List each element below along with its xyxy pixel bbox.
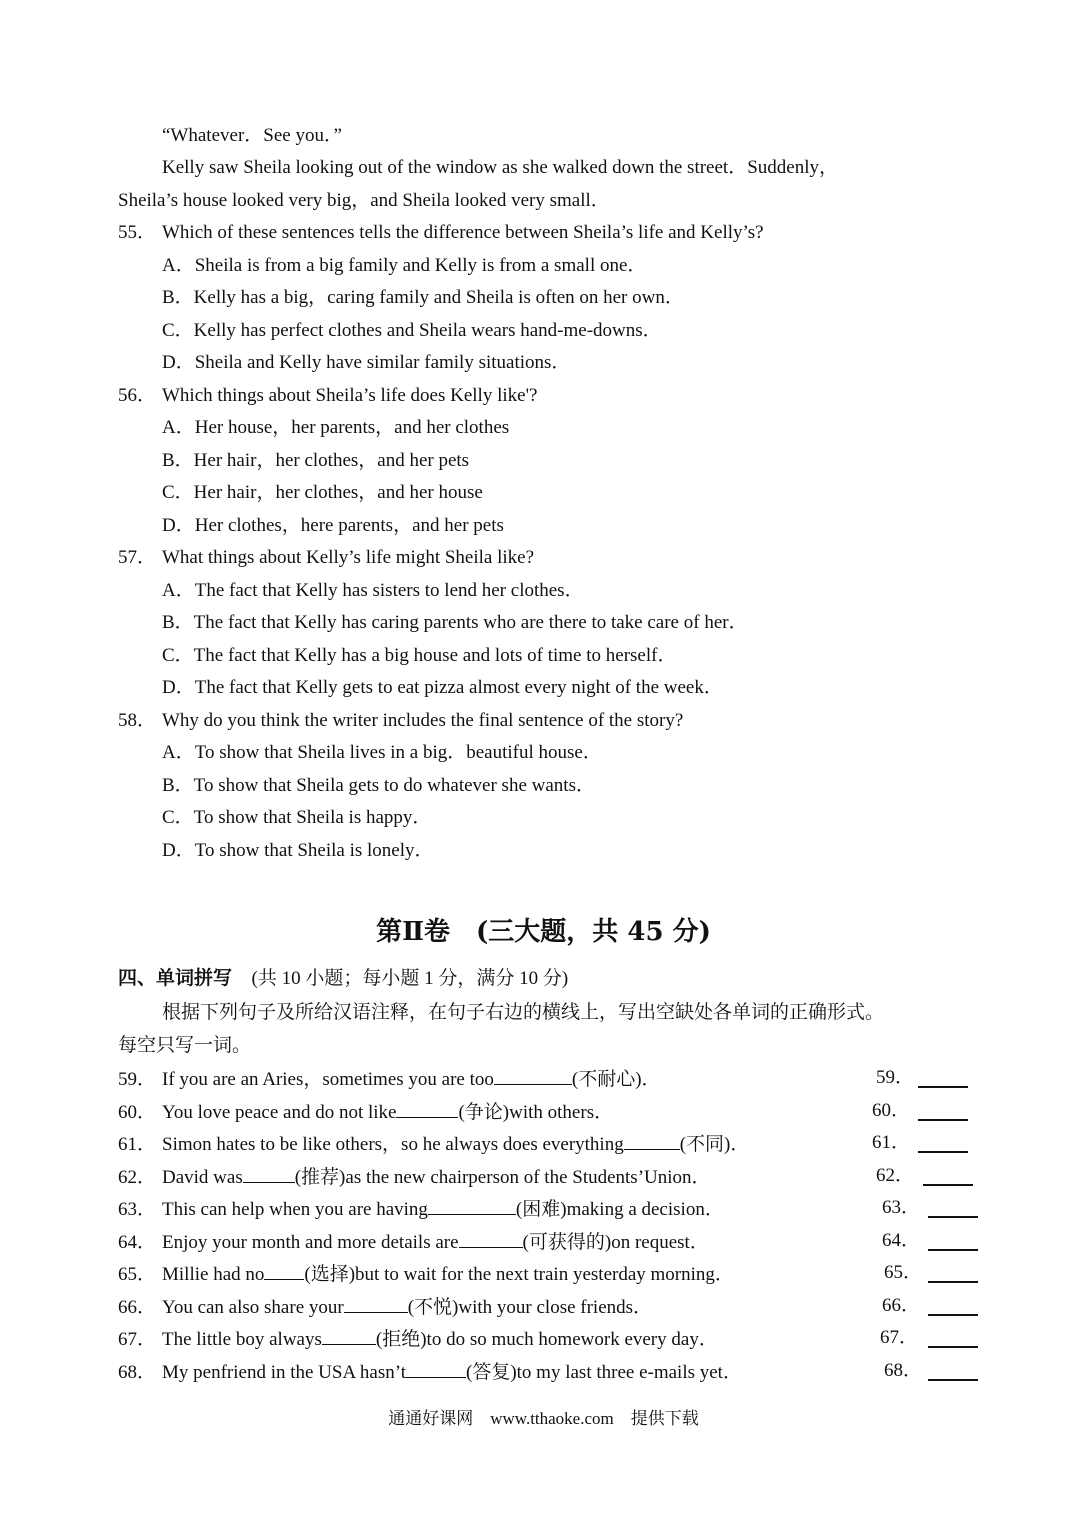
answer-blank[interactable] bbox=[918, 1066, 968, 1088]
chinese-hint: (推荐) bbox=[294, 1167, 346, 1188]
question-text: If you are an Aries，sometimes you are too bbox=[162, 1069, 494, 1090]
answer-number: 59． bbox=[876, 1067, 915, 1088]
question-text: Why do you think the writer includes the final sentence of the story? bbox=[162, 710, 684, 731]
answer-option: D．Sheila and Kelly have similar family situations． bbox=[162, 352, 571, 373]
answer-option: B．The fact that Kelly has caring parents who are there to take care of her． bbox=[162, 612, 748, 633]
question-number: 60． bbox=[118, 1102, 157, 1123]
answer-blank[interactable] bbox=[928, 1359, 978, 1381]
answer-number: 62． bbox=[876, 1165, 915, 1186]
question-number: 61． bbox=[118, 1134, 157, 1155]
answer-number: 65． bbox=[884, 1262, 923, 1283]
inline-blank bbox=[344, 1294, 408, 1313]
fill-question bbox=[118, 1261, 978, 1285]
inline-blank bbox=[396, 1099, 458, 1118]
question-text-end: to my last three e-mails yet． bbox=[516, 1362, 742, 1383]
inline-blank bbox=[406, 1359, 466, 1378]
question-number: 66． bbox=[118, 1297, 157, 1318]
chinese-hint: (争论) bbox=[458, 1102, 510, 1123]
question-number: 58． bbox=[118, 710, 157, 731]
answer-option: B．To show that Sheila gets to do whatever she wants． bbox=[162, 775, 595, 796]
inline-blank bbox=[243, 1164, 295, 1183]
answer-option: B．Kelly has a big，caring family and Sheila is often on her own． bbox=[162, 287, 684, 308]
chinese-hint: (拒绝) bbox=[375, 1329, 427, 1350]
instruction-line: 根据下列句子及所给汉语注释，在句子右边的横线上，写出空缺处各单词的正确形式。 bbox=[162, 1002, 885, 1023]
question-number: 55． bbox=[118, 222, 157, 243]
question-text-end: with your close friends． bbox=[458, 1297, 653, 1318]
question-text: The little boy always bbox=[162, 1329, 322, 1350]
inline-blank bbox=[459, 1229, 523, 1248]
question-number: 63． bbox=[118, 1199, 157, 1220]
question-text: Which of these sentences tells the difference between Sheila’s life and Kelly’s? bbox=[162, 222, 764, 243]
question-text-end: making a decision． bbox=[566, 1199, 724, 1220]
answer-option: C．To show that Sheila is happy． bbox=[162, 807, 432, 828]
answer-option: A．Her house，her parents，and her clothes bbox=[162, 417, 510, 438]
answer-blank[interactable] bbox=[923, 1164, 973, 1186]
chinese-hint: (选择) bbox=[304, 1264, 356, 1285]
answer-number: 61． bbox=[872, 1132, 911, 1153]
question-text: You can also share your bbox=[162, 1297, 344, 1318]
chinese-hint: (不同)． bbox=[679, 1134, 750, 1155]
question-text-end: but to wait for the next train yesterday morning． bbox=[355, 1264, 734, 1285]
answer-blank[interactable] bbox=[918, 1099, 968, 1121]
inline-blank bbox=[322, 1326, 376, 1345]
question-number: 56． bbox=[118, 385, 157, 406]
question-text: Which things about Sheila’s life does Kelly like'? bbox=[162, 385, 538, 406]
section-title: 第Ⅱ卷 (三大题，共 45 分) bbox=[376, 917, 711, 947]
chinese-hint: (困难) bbox=[515, 1199, 567, 1220]
question-text: This can help when you are having bbox=[162, 1199, 428, 1220]
answer-number: 63． bbox=[882, 1197, 921, 1218]
fill-question bbox=[118, 1066, 978, 1090]
passage-line: Sheila’s house looked very big，and Sheila looked very small． bbox=[118, 190, 610, 211]
fill-question bbox=[118, 1359, 978, 1383]
answer-option: C．Kelly has perfect clothes and Sheila wears hand-me-downs． bbox=[162, 320, 662, 341]
fill-question bbox=[118, 1229, 978, 1253]
answer-blank[interactable] bbox=[928, 1294, 978, 1316]
question-text: What things about Kelly’s life might Sheila like? bbox=[162, 547, 535, 568]
answer-number: 60． bbox=[872, 1100, 911, 1121]
answer-option: B．Her hair，her clothes，and her pets bbox=[162, 450, 470, 471]
inline-blank bbox=[494, 1066, 572, 1085]
answer-option: D．Her clothes，here parents，and her pets bbox=[162, 515, 504, 536]
fill-question bbox=[118, 1294, 978, 1318]
part-note: (共 10 小题；每小题 1 分，满分 10 分) bbox=[251, 968, 569, 989]
passage-line: Kelly saw Sheila looking out of the window as she walked down the street．Suddenly， bbox=[162, 157, 838, 178]
chinese-hint: (答复) bbox=[466, 1362, 517, 1383]
question-text: David was bbox=[162, 1167, 243, 1188]
chinese-hint: (不悦) bbox=[407, 1297, 459, 1318]
fill-question bbox=[118, 1131, 978, 1155]
question-text-end: on request． bbox=[611, 1232, 709, 1253]
question-text-end: to do so much homework every day． bbox=[426, 1329, 718, 1350]
question-number: 68． bbox=[118, 1362, 157, 1383]
answer-option: D．The fact that Kelly gets to eat pizza almost every night of the week． bbox=[162, 677, 723, 698]
question-text-end: as the new chairperson of the Students’Union． bbox=[345, 1167, 711, 1188]
chinese-hint: (不耐心)． bbox=[571, 1069, 661, 1090]
instruction-line: 每空只写一词。 bbox=[118, 1035, 252, 1056]
answer-option: C．The fact that Kelly has a big house and lots of time to herself． bbox=[162, 645, 677, 666]
answer-number: 68． bbox=[884, 1360, 923, 1381]
question-text: My penfriend in the USA hasn’t bbox=[162, 1362, 406, 1383]
answer-option: D．To show that Sheila is lonely． bbox=[162, 840, 434, 861]
question-text: Simon hates to be like others，so he always does everything bbox=[162, 1134, 624, 1155]
fill-question bbox=[118, 1196, 978, 1220]
part-heading bbox=[118, 966, 568, 991]
question-number: 67． bbox=[118, 1329, 157, 1350]
question-number: 57． bbox=[118, 547, 157, 568]
answer-option: A．The fact that Kelly has sisters to lend her clothes． bbox=[162, 580, 584, 601]
question-number: 59． bbox=[118, 1069, 157, 1090]
question-text: Enjoy your month and more details are bbox=[162, 1232, 459, 1253]
part-label: 四、单词拼写 bbox=[118, 967, 233, 989]
question-number: 64． bbox=[118, 1232, 157, 1253]
fill-question bbox=[118, 1164, 978, 1188]
answer-number: 67． bbox=[880, 1327, 919, 1348]
fill-question bbox=[118, 1326, 978, 1350]
question-text: Millie had no bbox=[162, 1264, 265, 1285]
answer-option: A．Sheila is from a big family and Kelly is from a small one． bbox=[162, 255, 647, 276]
answer-blank[interactable] bbox=[928, 1196, 978, 1218]
inline-blank bbox=[428, 1196, 516, 1215]
answer-option: C．Her hair，her clothes，and her house bbox=[162, 482, 483, 503]
answer-blank[interactable] bbox=[918, 1131, 968, 1153]
question-number: 62． bbox=[118, 1167, 157, 1188]
answer-blank[interactable] bbox=[928, 1261, 978, 1283]
chinese-hint: (可获得的) bbox=[522, 1232, 612, 1253]
question-text: You love peace and do not like bbox=[162, 1102, 397, 1123]
question-number: 65． bbox=[118, 1264, 157, 1285]
answer-option: A．To show that Sheila lives in a big．beautiful house． bbox=[162, 742, 602, 763]
answer-blank[interactable] bbox=[928, 1229, 978, 1251]
answer-blank[interactable] bbox=[928, 1326, 978, 1348]
inline-blank bbox=[264, 1261, 304, 1280]
question-text-end: with others． bbox=[509, 1102, 614, 1123]
answer-number: 66． bbox=[882, 1295, 921, 1316]
fill-question bbox=[118, 1099, 978, 1123]
inline-blank bbox=[624, 1131, 680, 1150]
passage-line: “Whatever．See you．” bbox=[162, 125, 342, 146]
answer-number: 64． bbox=[882, 1230, 921, 1251]
footer-text: 通通好课网 www.tthaoke.com 提供下载 bbox=[388, 1409, 699, 1428]
